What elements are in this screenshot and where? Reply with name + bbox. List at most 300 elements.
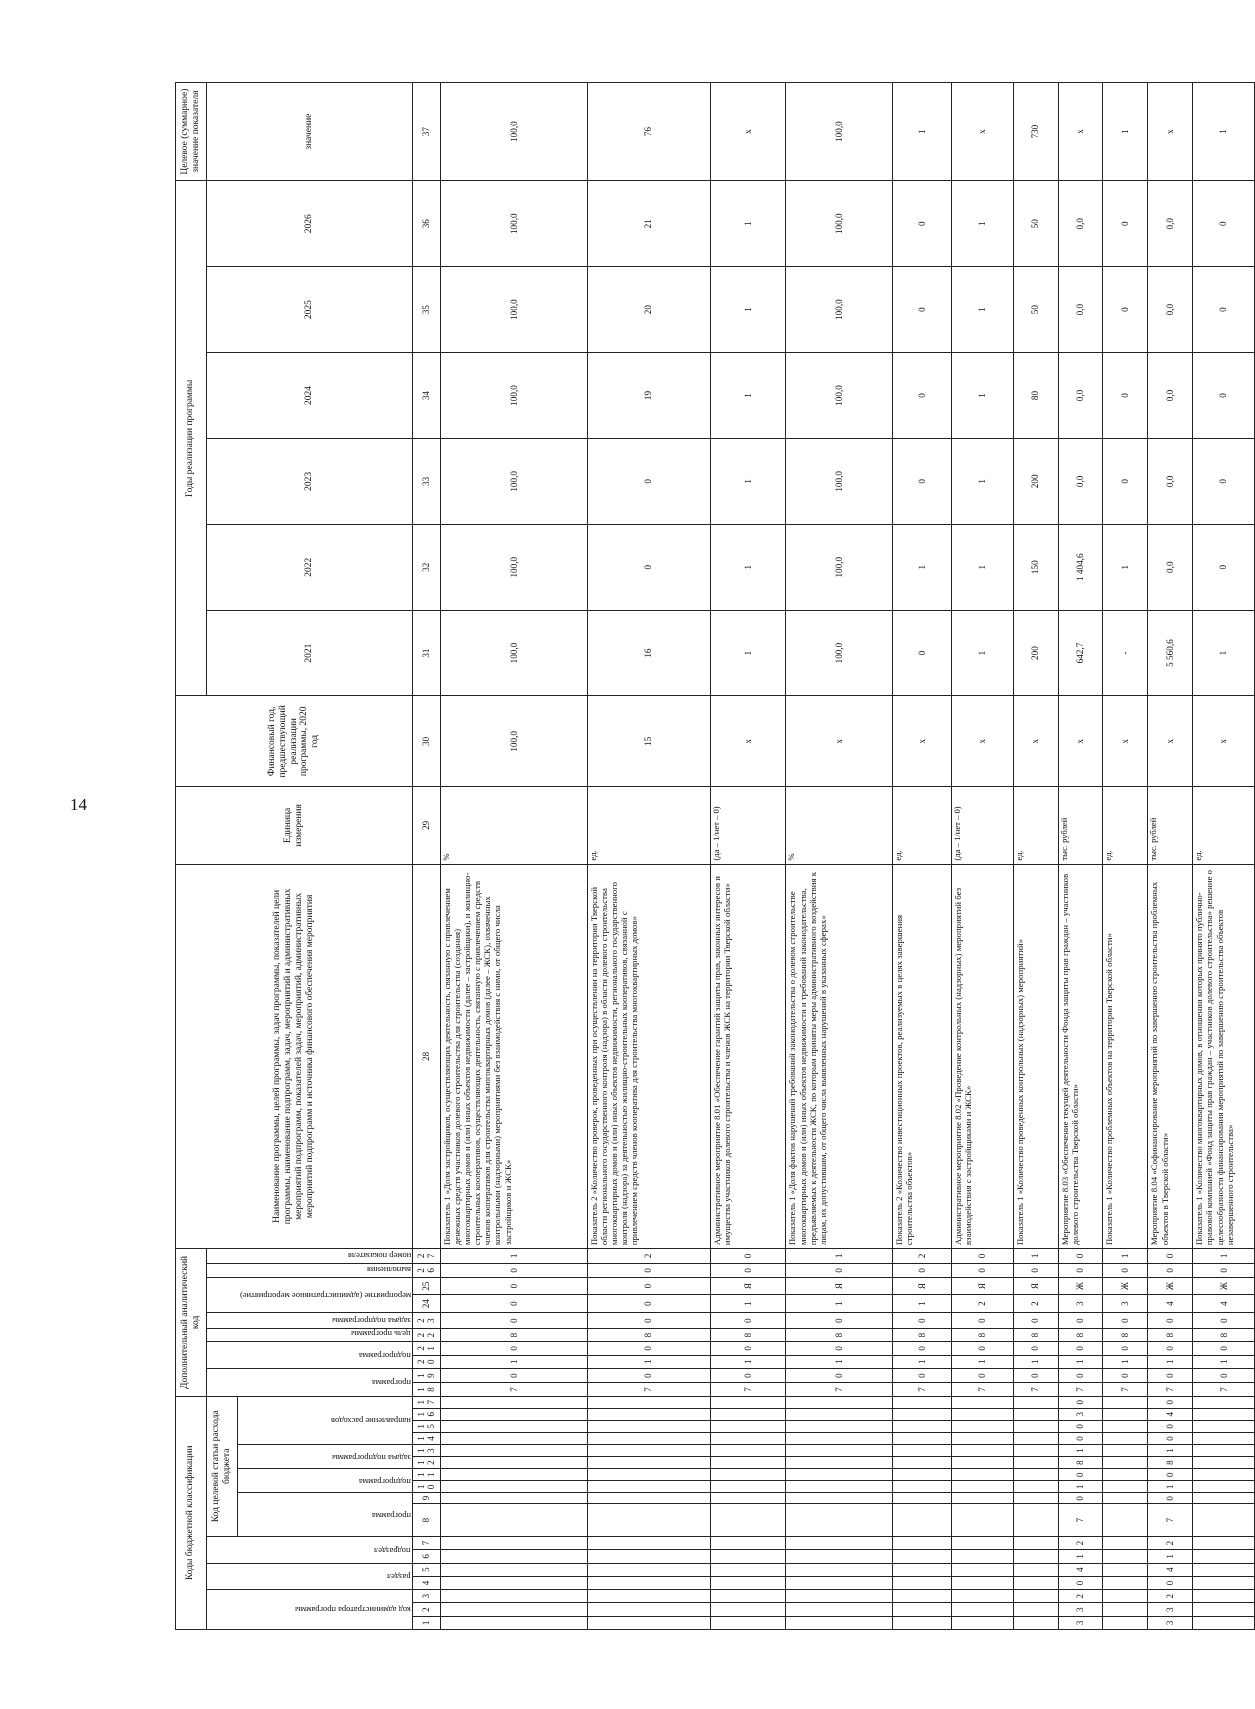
- row-unit: ед.: [587, 787, 710, 864]
- code-cell: 7: [1148, 1504, 1193, 1537]
- code-cell: [786, 1481, 892, 1493]
- value-cell: 100,0: [440, 267, 587, 353]
- code-cell: [1013, 1432, 1058, 1444]
- code-cell: [587, 1432, 710, 1444]
- value-cell: 100,0: [440, 696, 587, 787]
- value-cell: 1: [952, 438, 1014, 524]
- code-cell: 3: [1058, 1295, 1103, 1313]
- code-cell: Я: [1013, 1278, 1058, 1295]
- row-unit: %: [440, 787, 587, 864]
- target-article-header: Код целевой статьи расхода бюджета: [206, 1396, 237, 1536]
- value-cell: 100,0: [440, 438, 587, 524]
- value-cell: 0,0: [1058, 353, 1103, 439]
- section-header: раздел: [206, 1563, 412, 1590]
- row-name: Показатель 1 «Количество проведенных контрольных (надзорных) мероприятий»: [1013, 864, 1058, 1249]
- code-cell: [892, 1536, 951, 1549]
- code-cell: 1: [1193, 1249, 1255, 1264]
- code-cell: 0: [786, 1313, 892, 1329]
- code-cell: [1193, 1432, 1255, 1444]
- value-cell: х: [786, 696, 892, 787]
- code-cell: [440, 1469, 587, 1481]
- value-cell: 0: [1193, 267, 1255, 353]
- code-cell: 1: [587, 1355, 710, 1368]
- code-cell: [1013, 1603, 1058, 1616]
- code-cell: [710, 1420, 786, 1432]
- code-cell: 1: [1148, 1355, 1193, 1368]
- column-number: 14: [412, 1432, 440, 1444]
- code-cell: 2: [1058, 1536, 1103, 1549]
- code-cell: 8: [1148, 1457, 1193, 1469]
- table-row: [892, 83, 951, 1630]
- code-cell: 0: [1148, 1368, 1193, 1383]
- code-cell: 0: [1103, 1263, 1148, 1278]
- row-unit: ед.: [1103, 787, 1148, 864]
- code-cell: [1193, 1396, 1255, 1408]
- code-cell: [710, 1432, 786, 1444]
- years-header: Годы реализации программы: [176, 181, 207, 696]
- code-cell: [1103, 1481, 1148, 1493]
- value-cell: 0: [1103, 181, 1148, 267]
- code-cell: [1193, 1576, 1255, 1589]
- code-cell: [952, 1469, 1014, 1481]
- unit-header: Единица измерения: [176, 787, 413, 864]
- subsection-header: подраздел: [206, 1536, 412, 1563]
- a-task-header: задача подпрограммы: [206, 1313, 412, 1329]
- code-cell: [1103, 1457, 1148, 1469]
- code-cell: [1193, 1420, 1255, 1432]
- code-cell: [786, 1432, 892, 1444]
- column-number-row: [412, 83, 440, 1630]
- code-cell: 0: [710, 1263, 786, 1278]
- value-cell: 100,0: [786, 610, 892, 696]
- value-cell: х: [1103, 696, 1148, 787]
- code-cell: [440, 1550, 587, 1563]
- code-cell: 1: [1058, 1550, 1103, 1563]
- column-number: 5: [412, 1563, 440, 1576]
- code-cell: [440, 1603, 587, 1616]
- code-cell: [710, 1481, 786, 1493]
- code-cell: 8: [1013, 1328, 1058, 1341]
- value-cell: х: [1058, 83, 1103, 181]
- code-cell: 0: [1058, 1493, 1103, 1504]
- column-number: 26: [412, 1263, 440, 1278]
- code-cell: [710, 1408, 786, 1420]
- value-cell: 100,0: [440, 524, 587, 610]
- code-cell: 7: [1103, 1383, 1148, 1396]
- code-cell: [1013, 1469, 1058, 1481]
- row-unit: тыс. рублей: [1058, 787, 1103, 864]
- value-cell: 100,0: [786, 267, 892, 353]
- code-cell: 0: [1103, 1313, 1148, 1329]
- code-cell: [587, 1457, 710, 1469]
- code-cell: 1: [892, 1295, 951, 1313]
- code-cell: [1103, 1408, 1148, 1420]
- code-cell: 2: [952, 1295, 1014, 1313]
- value-cell: 0: [892, 267, 951, 353]
- code-cell: [710, 1396, 786, 1408]
- code-cell: 4: [1193, 1295, 1255, 1313]
- code-cell: 3: [1148, 1603, 1193, 1616]
- code-cell: 0: [1148, 1420, 1193, 1432]
- code-cell: 2: [892, 1249, 951, 1264]
- column-number: 28: [412, 864, 440, 1249]
- value-cell: 0: [1193, 438, 1255, 524]
- budget-codes-header: Коды бюджетной классификации: [176, 1396, 207, 1629]
- value-cell: 0: [1193, 524, 1255, 610]
- table-row: [786, 83, 892, 1630]
- code-cell: [892, 1590, 951, 1603]
- code-cell: [1103, 1563, 1148, 1576]
- code-cell: [1013, 1396, 1058, 1408]
- code-cell: 7: [786, 1383, 892, 1396]
- target-header: Целевое (суммарное) значение показателя: [176, 83, 207, 181]
- program-header: программа: [237, 1493, 412, 1537]
- code-cell: 1: [1193, 1355, 1255, 1368]
- table-row: [1103, 83, 1148, 1630]
- code-cell: [587, 1445, 710, 1457]
- code-cell: 0: [1193, 1263, 1255, 1278]
- code-cell: 0: [1148, 1493, 1193, 1504]
- column-number: 31: [412, 610, 440, 696]
- code-cell: 7: [892, 1383, 951, 1396]
- code-cell: 1: [1148, 1481, 1193, 1493]
- code-cell: 1: [1058, 1355, 1103, 1368]
- code-cell: 2: [1148, 1590, 1193, 1603]
- code-cell: 0: [1058, 1249, 1103, 1264]
- code-cell: 7: [1058, 1383, 1103, 1396]
- column-number: 4: [412, 1576, 440, 1589]
- fin-year-header: Финансовый год, предшествующий реализации программы, 2020 год: [176, 696, 413, 787]
- code-cell: 0: [1103, 1342, 1148, 1355]
- value-cell: 1: [1103, 524, 1148, 610]
- a-indicator-header: номер показателя: [206, 1249, 412, 1264]
- code-cell: [952, 1408, 1014, 1420]
- value-cell: 0: [892, 181, 951, 267]
- code-cell: 0: [952, 1368, 1014, 1383]
- code-cell: 0: [1058, 1396, 1103, 1408]
- code-cell: 4: [1058, 1563, 1103, 1576]
- code-cell: [710, 1445, 786, 1457]
- code-cell: [1103, 1536, 1148, 1549]
- code-cell: 7: [440, 1383, 587, 1396]
- code-cell: [587, 1616, 710, 1629]
- code-cell: [1193, 1550, 1255, 1563]
- value-cell: 1: [952, 267, 1014, 353]
- code-cell: [587, 1550, 710, 1563]
- code-cell: [1103, 1576, 1148, 1589]
- code-cell: 7: [587, 1383, 710, 1396]
- code-cell: [1193, 1457, 1255, 1469]
- admin-code-header: код администратора программы: [206, 1590, 412, 1630]
- value-cell: 1: [952, 524, 1014, 610]
- code-cell: 1: [710, 1295, 786, 1313]
- value-cell: 1: [710, 438, 786, 524]
- row-unit: ед.: [1013, 787, 1058, 864]
- value-cell: 150: [1013, 524, 1058, 610]
- value-header: значение: [206, 83, 412, 181]
- value-cell: 0,0: [1148, 353, 1193, 439]
- code-cell: 1: [1013, 1249, 1058, 1264]
- name-header: Наименование программы, целей программы, задач программы, показателей цели программы, наименование подпрограмм, задач, мероприятий и административных мероприятий подпрограмм, показателей задач, мероприятий, административных мероприятий подпрограмм и источника финансового обеспечения мероприятия: [176, 864, 413, 1249]
- code-cell: 0: [1148, 1342, 1193, 1355]
- code-cell: 7: [1013, 1383, 1058, 1396]
- code-cell: [587, 1493, 710, 1504]
- code-cell: [1103, 1603, 1148, 1616]
- code-cell: [952, 1576, 1014, 1589]
- code-cell: [1193, 1469, 1255, 1481]
- a-event-header: мероприятие (административное мероприятие): [206, 1278, 412, 1313]
- column-number: 2: [412, 1603, 440, 1616]
- value-cell: 80: [1013, 353, 1058, 439]
- value-cell: х: [952, 83, 1014, 181]
- code-cell: 0: [587, 1263, 710, 1278]
- code-cell: Я: [952, 1278, 1014, 1295]
- value-cell: 16: [587, 610, 710, 696]
- column-number: 33: [412, 438, 440, 524]
- code-cell: [1013, 1616, 1058, 1629]
- code-cell: [440, 1504, 587, 1537]
- column-number: 20: [412, 1355, 440, 1368]
- code-cell: 0: [1148, 1576, 1193, 1589]
- code-cell: [952, 1493, 1014, 1504]
- code-cell: [710, 1576, 786, 1589]
- code-cell: 1: [786, 1295, 892, 1313]
- column-number: 7: [412, 1536, 440, 1549]
- code-cell: [587, 1590, 710, 1603]
- column-number: 21: [412, 1342, 440, 1355]
- code-cell: [1013, 1536, 1058, 1549]
- code-cell: [440, 1481, 587, 1493]
- code-cell: [952, 1563, 1014, 1576]
- code-cell: [1103, 1396, 1148, 1408]
- code-cell: [1013, 1457, 1058, 1469]
- row-name: Показатель 1 «Доля застройщиков, осуществляющих деятельность, связанную с привлечением денежных средств участников долевого строительства для строительства (создания) многоквартирных домов и (или) иных объектов недвижимости (далее – застройщики), и жилищно-строительных кооперативов, осуществляющих деятельность, связанную с привлечением средств членов кооперативов для строительства многоквартирных домов (далее – ЖСК), охваченных контрольными (надзорными) мероприятиями без взаимодействия с ними, от общего числа застройщиков и ЖСК»: [440, 864, 587, 1249]
- code-cell: 0: [952, 1263, 1014, 1278]
- code-cell: [892, 1493, 951, 1504]
- value-cell: х: [1193, 696, 1255, 787]
- code-cell: 2: [587, 1249, 710, 1264]
- code-cell: 0: [1148, 1313, 1193, 1329]
- row-name: Административное мероприятие 8.01 «Обеспечение гарантий защиты прав, законных интересов и имущества участников долевого строительства и членов ЖСК на территории Тверской области»: [710, 864, 786, 1249]
- value-cell: 20: [587, 267, 710, 353]
- code-cell: 0: [892, 1313, 951, 1329]
- row-unit: %: [786, 787, 892, 864]
- value-cell: 21: [587, 181, 710, 267]
- value-cell: 100,0: [786, 83, 892, 181]
- code-cell: 0: [952, 1249, 1014, 1264]
- code-cell: 1: [892, 1355, 951, 1368]
- code-cell: Я: [786, 1278, 892, 1295]
- code-cell: 0: [1058, 1313, 1103, 1329]
- code-cell: [710, 1550, 786, 1563]
- value-cell: 1: [1193, 83, 1255, 181]
- column-number: 24: [412, 1295, 440, 1313]
- code-cell: [786, 1536, 892, 1549]
- value-cell: 15: [587, 696, 710, 787]
- value-cell: 0,0: [1058, 438, 1103, 524]
- code-cell: [892, 1408, 951, 1420]
- code-cell: 2: [1148, 1536, 1193, 1549]
- code-cell: [952, 1603, 1014, 1616]
- code-cell: 0: [1058, 1342, 1103, 1355]
- code-cell: [587, 1536, 710, 1549]
- a-exec-header: выполнения: [206, 1263, 412, 1278]
- code-cell: [892, 1457, 951, 1469]
- row-name: Показатель 1 «Количество проблемных объектов на территории Тверской области»: [1103, 864, 1148, 1249]
- code-cell: [710, 1603, 786, 1616]
- value-cell: 19: [587, 353, 710, 439]
- code-cell: [1193, 1603, 1255, 1616]
- code-cell: [1103, 1432, 1148, 1444]
- code-cell: [440, 1616, 587, 1629]
- code-cell: 2: [1058, 1590, 1103, 1603]
- code-cell: 8: [440, 1328, 587, 1341]
- rotated-table-wrapper: [175, 82, 1255, 1630]
- value-cell: 1: [952, 181, 1014, 267]
- code-cell: [786, 1563, 892, 1576]
- code-cell: 2: [1013, 1295, 1058, 1313]
- column-number: 16: [412, 1408, 440, 1420]
- code-cell: 0: [1058, 1420, 1103, 1432]
- value-cell: 100,0: [786, 524, 892, 610]
- column-number: 27: [412, 1249, 440, 1264]
- code-cell: [1103, 1616, 1148, 1629]
- code-cell: [1013, 1445, 1058, 1457]
- value-cell: 1: [710, 524, 786, 610]
- code-cell: [1013, 1420, 1058, 1432]
- code-cell: [786, 1408, 892, 1420]
- code-cell: 1: [786, 1249, 892, 1264]
- code-cell: [710, 1616, 786, 1629]
- row-unit: (да – 1/нет – 0): [952, 787, 1014, 864]
- code-cell: 0: [1148, 1469, 1193, 1481]
- value-cell: 0: [892, 438, 951, 524]
- code-cell: 3: [1058, 1616, 1103, 1629]
- code-cell: [1193, 1504, 1255, 1537]
- value-cell: 100,0: [786, 353, 892, 439]
- value-cell: 100,0: [786, 438, 892, 524]
- code-cell: 8: [587, 1328, 710, 1341]
- code-cell: [952, 1616, 1014, 1629]
- code-cell: [440, 1408, 587, 1420]
- code-cell: 1: [1058, 1481, 1103, 1493]
- table-row: [1013, 83, 1058, 1630]
- column-number: 9: [412, 1493, 440, 1504]
- code-cell: 0: [1013, 1342, 1058, 1355]
- code-cell: [952, 1504, 1014, 1537]
- column-number: 37: [412, 83, 440, 181]
- code-cell: 0: [587, 1313, 710, 1329]
- code-cell: [440, 1420, 587, 1432]
- code-cell: [587, 1576, 710, 1589]
- code-cell: [587, 1603, 710, 1616]
- code-cell: [1013, 1550, 1058, 1563]
- code-cell: [1193, 1445, 1255, 1457]
- code-cell: [440, 1432, 587, 1444]
- value-cell: х: [1148, 696, 1193, 787]
- code-cell: 0: [440, 1368, 587, 1383]
- extra-code-header: Дополнительный аналитический код: [176, 1249, 207, 1396]
- code-cell: [952, 1481, 1014, 1493]
- code-cell: 7: [1193, 1383, 1255, 1396]
- code-cell: 0: [1013, 1313, 1058, 1329]
- value-cell: 50: [1013, 267, 1058, 353]
- value-cell: 50: [1013, 181, 1058, 267]
- value-cell: х: [710, 83, 786, 181]
- value-cell: х: [892, 696, 951, 787]
- value-cell: 100,0: [440, 181, 587, 267]
- code-cell: [587, 1481, 710, 1493]
- value-cell: 0,0: [1058, 267, 1103, 353]
- code-cell: [892, 1504, 951, 1537]
- page-number: 14: [70, 795, 87, 814]
- code-cell: 0: [952, 1342, 1014, 1355]
- column-number: 22: [412, 1328, 440, 1341]
- column-number: 35: [412, 267, 440, 353]
- subprogram-header: подпрограмма: [237, 1469, 412, 1493]
- value-cell: 0: [1193, 353, 1255, 439]
- code-cell: [1103, 1493, 1148, 1504]
- value-cell: х: [710, 696, 786, 787]
- code-cell: [892, 1445, 951, 1457]
- code-cell: 1: [952, 1355, 1014, 1368]
- code-cell: [952, 1396, 1014, 1408]
- row-name: Показатель 2 «Количество инвестиционных проектов, реализуемых в целях завершения строительства объектов»: [892, 864, 951, 1249]
- code-cell: 0: [1058, 1368, 1103, 1383]
- table-row: [710, 83, 786, 1630]
- column-number: 25: [412, 1278, 440, 1295]
- table-row: [1058, 83, 1103, 1630]
- row-name: Показатель 2 «Количество проверок, проведенных при осуществлении на территории Тверской области регионального государственного контроля (надзора) в области долевого строительства многоквартирных домов и (или) иных объектов недвижимости, регионального государственного контроля (надзора) за деятельностью жилищно-строительных кооперативов, связанной с привлечением средств членов кооператива для строительства многоквартирных домов»: [587, 864, 710, 1249]
- row-name: Мероприятие 8.04 «Софинансирование мероприятий по завершению строительства проблемных объектов в Тверской области»: [1148, 864, 1193, 1249]
- value-cell: х: [1148, 83, 1193, 181]
- code-cell: 0: [892, 1368, 951, 1383]
- row-unit: (да – 1/нет – 0): [710, 787, 786, 864]
- program-table: [175, 82, 1255, 1630]
- value-cell: х: [1013, 696, 1058, 787]
- code-cell: [1013, 1563, 1058, 1576]
- value-cell: 0: [1103, 267, 1148, 353]
- row-name: Показатель 1 «Количество многоквартирных домов, в отношении которых принято публично-правовой компанией «Фонд защиты прав граждан – участников долевого строительства» решение о целесообразности финансирования мероприятий по завершению строительства объектов незавершенного строительства»: [1193, 864, 1255, 1249]
- code-cell: [1193, 1481, 1255, 1493]
- code-cell: 8: [1058, 1457, 1103, 1469]
- value-cell: 730: [1013, 83, 1058, 181]
- code-cell: [1193, 1493, 1255, 1504]
- column-number: 15: [412, 1420, 440, 1432]
- code-cell: 1: [1103, 1355, 1148, 1368]
- code-cell: [1103, 1420, 1148, 1432]
- expense-direction-header: направление расходов: [237, 1396, 412, 1444]
- code-cell: [786, 1590, 892, 1603]
- value-cell: 1: [1193, 610, 1255, 696]
- code-cell: 0: [1103, 1368, 1148, 1383]
- column-number: 23: [412, 1313, 440, 1329]
- value-cell: 0: [892, 353, 951, 439]
- code-cell: [710, 1457, 786, 1469]
- code-cell: [952, 1536, 1014, 1549]
- code-cell: [952, 1432, 1014, 1444]
- code-cell: 0: [786, 1342, 892, 1355]
- code-cell: 0: [587, 1278, 710, 1295]
- code-cell: 4: [1148, 1563, 1193, 1576]
- code-cell: [440, 1590, 587, 1603]
- a-goal-header: цель программы: [206, 1328, 412, 1341]
- code-cell: 0: [1058, 1432, 1103, 1444]
- value-cell: 76: [587, 83, 710, 181]
- code-cell: [1013, 1504, 1058, 1537]
- code-cell: 0: [1013, 1368, 1058, 1383]
- column-number: 34: [412, 353, 440, 439]
